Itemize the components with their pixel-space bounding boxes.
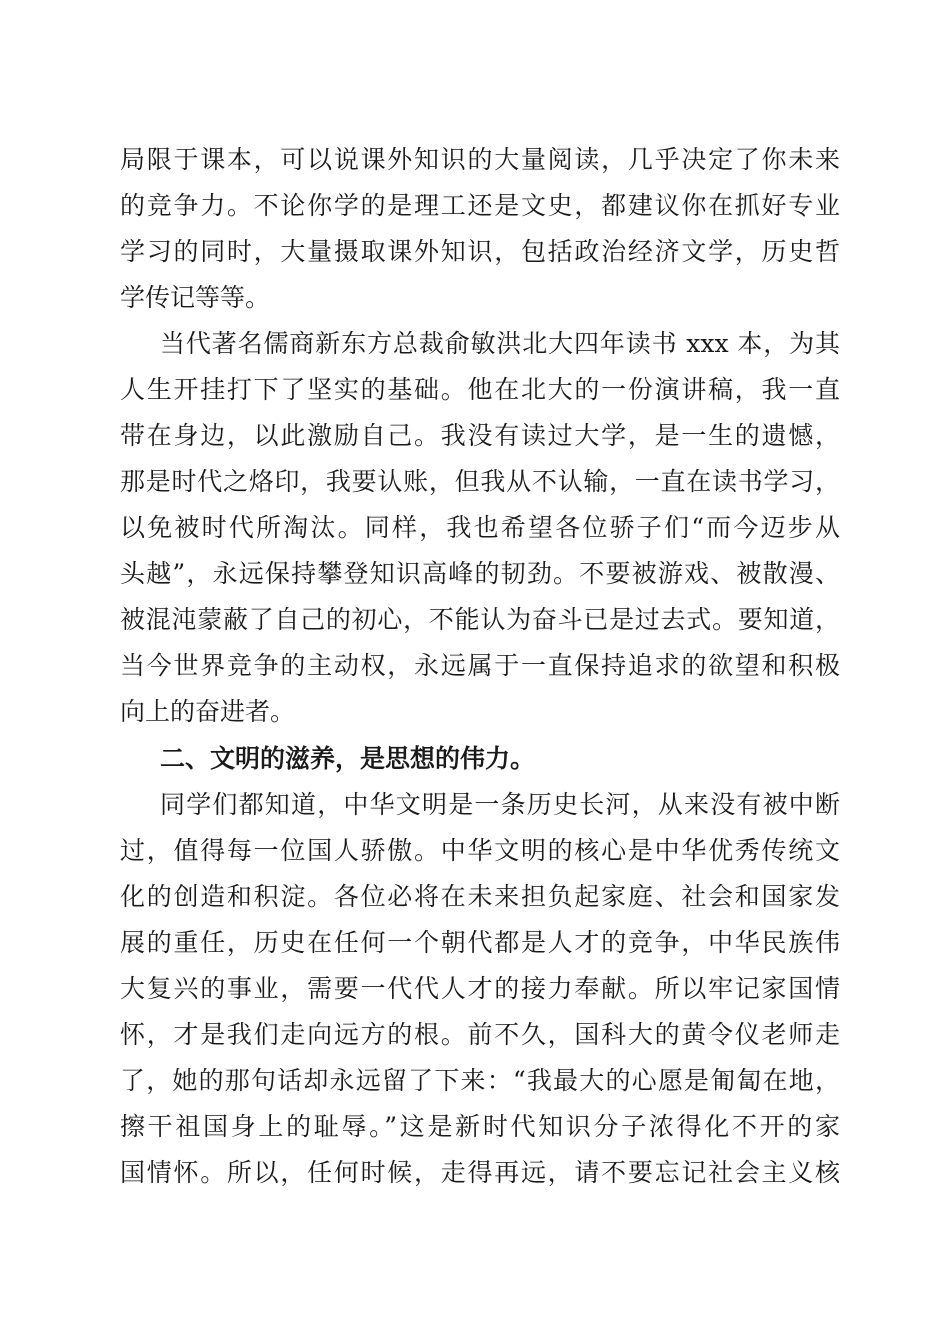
paragraph-line: 学传记等等。 xyxy=(120,283,271,312)
paragraph-line: 擦干祖国身上的耻辱。”这是新时代知识分子浓得化不开的家 xyxy=(120,1112,840,1141)
paragraph-line: 学习的同时，大量摄取课外知识，包括政治经济文学，历史哲 xyxy=(120,237,840,266)
paragraph-line: 头越”，永远保持攀登知识高峰的韧劲。不要被游戏、被散漫、 xyxy=(120,559,840,588)
paragraph-line: 向上的奋进者。 xyxy=(120,697,296,726)
paragraph-line: 当代著名儒商新东方总裁俞敏洪北大四年读书 xxx 本，为其 xyxy=(160,329,840,358)
paragraph-line: 当今世界竞争的主动权，永远属于一直保持追求的欲望和积极 xyxy=(120,651,840,680)
paragraph-line: 带在身边，以此激励自己。我没有读过大学，是一生的遗憾， xyxy=(120,421,840,450)
paragraph-line: 被混沌蒙蔽了自己的初心，不能认为奋斗已是过去式。要知道， xyxy=(120,605,840,634)
paragraph-line: 人生开挂打下了坚实的基础。他在北大的一份演讲稿，我一直 xyxy=(120,375,840,404)
paragraph-line: 以免被时代所淘汰。同样，我也希望各位骄子们“而今迈步从 xyxy=(120,513,840,542)
paragraph-line: 过，值得每一位国人骄傲。中华文明的核心是中华优秀传统文 xyxy=(120,836,840,865)
paragraph-line: 那是时代之烙印，我要认账，但我从不认输，一直在读书学习， xyxy=(120,467,840,496)
paragraph-line: 大复兴的事业，需要一代代人才的接力奉献。所以牢记家国情 xyxy=(120,974,840,1003)
section-heading: 二、文明的滋养，是思想的伟力。 xyxy=(160,744,536,773)
paragraph-line: 展的重任，历史在任何一个朝代都是人才的竞争，中华民族伟 xyxy=(120,928,840,957)
paragraph-line: 局限于课本，可以说课外知识的大量阅读，几乎决定了你未来 xyxy=(120,145,840,174)
paragraph-line: 国情怀。所以，任何时候，走得再远，请不要忘记社会主义核 xyxy=(120,1158,840,1187)
paragraph-line: 了，她的那句话却永远留了下来：“我最大的心愿是匍匐在地， xyxy=(120,1066,840,1095)
paragraph-line: 怀，才是我们走向远方的根。前不久，国科大的黄令仪老师走 xyxy=(120,1020,840,1049)
paragraph-line: 同学们都知道，中华文明是一条历史长河，从来没有被中断 xyxy=(160,790,840,819)
paragraph-line: 的竞争力。不论你学的是理工还是文史，都建议你在抓好专业 xyxy=(120,191,840,220)
paragraph-line: 化的创造和积淀。各位必将在未来担负起家庭、社会和国家发 xyxy=(120,882,840,911)
